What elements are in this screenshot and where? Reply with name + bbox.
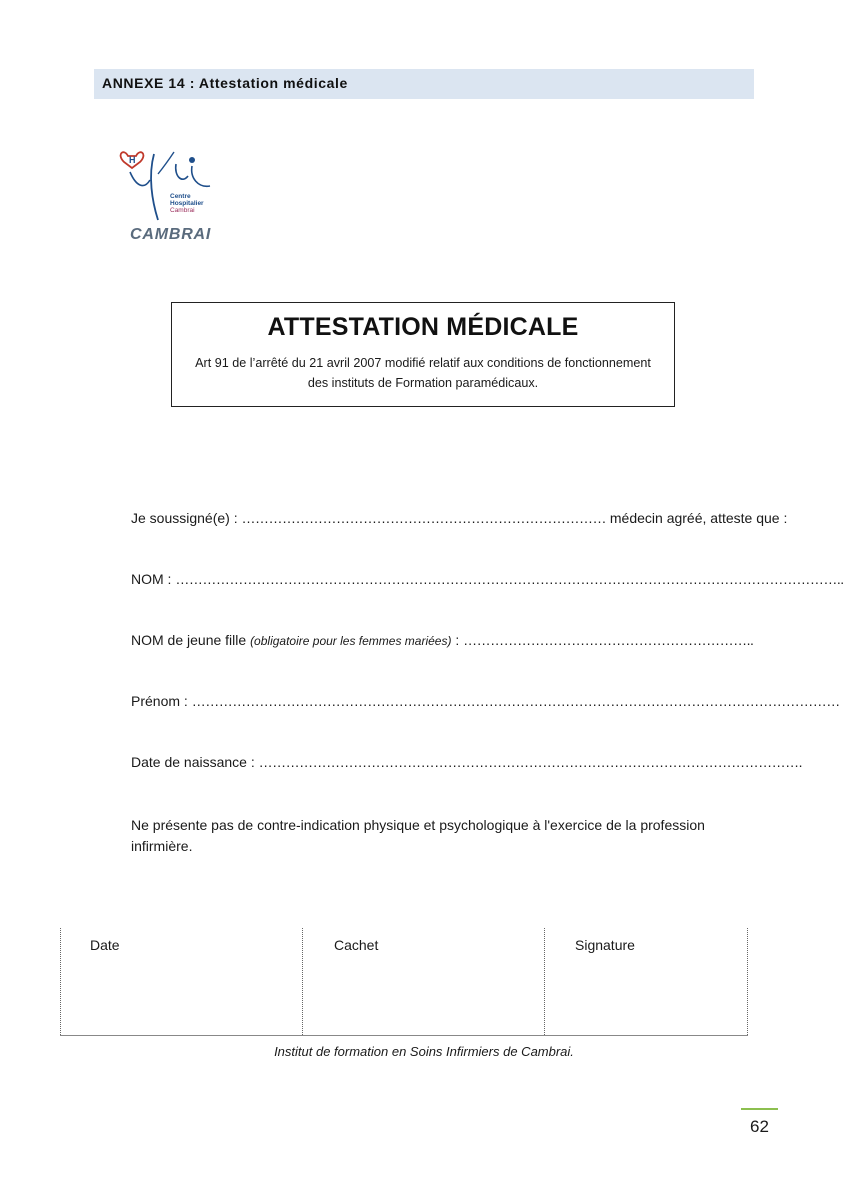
date-label: Date: [90, 937, 120, 953]
document-title: ATTESTATION MÉDICALE: [267, 313, 579, 341]
field-date-naissance[interactable]: Date de naissance : ………………………………………………………………………………………………………….: [131, 754, 803, 770]
institute-note: Institut de formation en Soins Infirmiers de Cambrai.: [274, 1044, 574, 1059]
annex-header: [94, 69, 754, 99]
cachet-cell[interactable]: [302, 928, 544, 1035]
table-border-right: [747, 928, 748, 1035]
prenom-dots[interactable]: ………………………………………………………………………………………………………………………………: [191, 693, 840, 709]
declaration-text: Ne présente pas de contre-indication physique et psychologique à l'exercice de la profession infirmière.: [131, 817, 705, 854]
naissance-dots[interactable]: ………………………………………………………………………………………………………….: [258, 754, 803, 770]
svg-text:H: H: [129, 155, 136, 165]
cachet-label: Cachet: [334, 937, 379, 953]
field-nom-jeune-fille[interactable]: NOM de jeune fille (obligatoire pour les femmes mariées) : ………………………………………………………..: [131, 632, 754, 648]
signature-label: Signature: [575, 937, 635, 953]
soussigne-dots[interactable]: ………………………………………………………………………: [241, 510, 606, 526]
logo-wordmark: CAMBRAI: [130, 226, 212, 243]
date-cell[interactable]: [60, 928, 302, 1035]
legal-reference: Art 91 de l’arrêté du 21 avril 2007 modifié relatif aux conditions de fonctionnement des instituts de Formation paramédicaux.: [195, 356, 651, 390]
title-box: [171, 302, 675, 407]
nom-dots[interactable]: …………………………………………………………………………………………………………………………………..: [175, 571, 844, 587]
field-soussigne[interactable]: Je soussigné(e) : ……………………………………………………………………… médecin agréé, atteste que :: [131, 510, 788, 526]
logo-caption: Centre Hospitalier Cambrai: [170, 193, 204, 214]
signature-table: [60, 928, 748, 1036]
married-women-note: (obligatoire pour les femmes mariées): [250, 634, 452, 648]
field-prenom[interactable]: Prénom : ………………………………………………………………………………………………………………………………: [131, 693, 840, 709]
jeune-fille-dots[interactable]: ………………………………………………………..: [463, 632, 754, 648]
annex-title: ANNEXE 14 : Attestation médicale: [102, 75, 348, 91]
signature-cell[interactable]: [544, 928, 747, 1035]
page-number: 62: [750, 1117, 769, 1136]
field-nom[interactable]: NOM : …………………………………………………………………………………………………………………………………..: [131, 571, 844, 587]
page-number-rule: [741, 1108, 778, 1110]
